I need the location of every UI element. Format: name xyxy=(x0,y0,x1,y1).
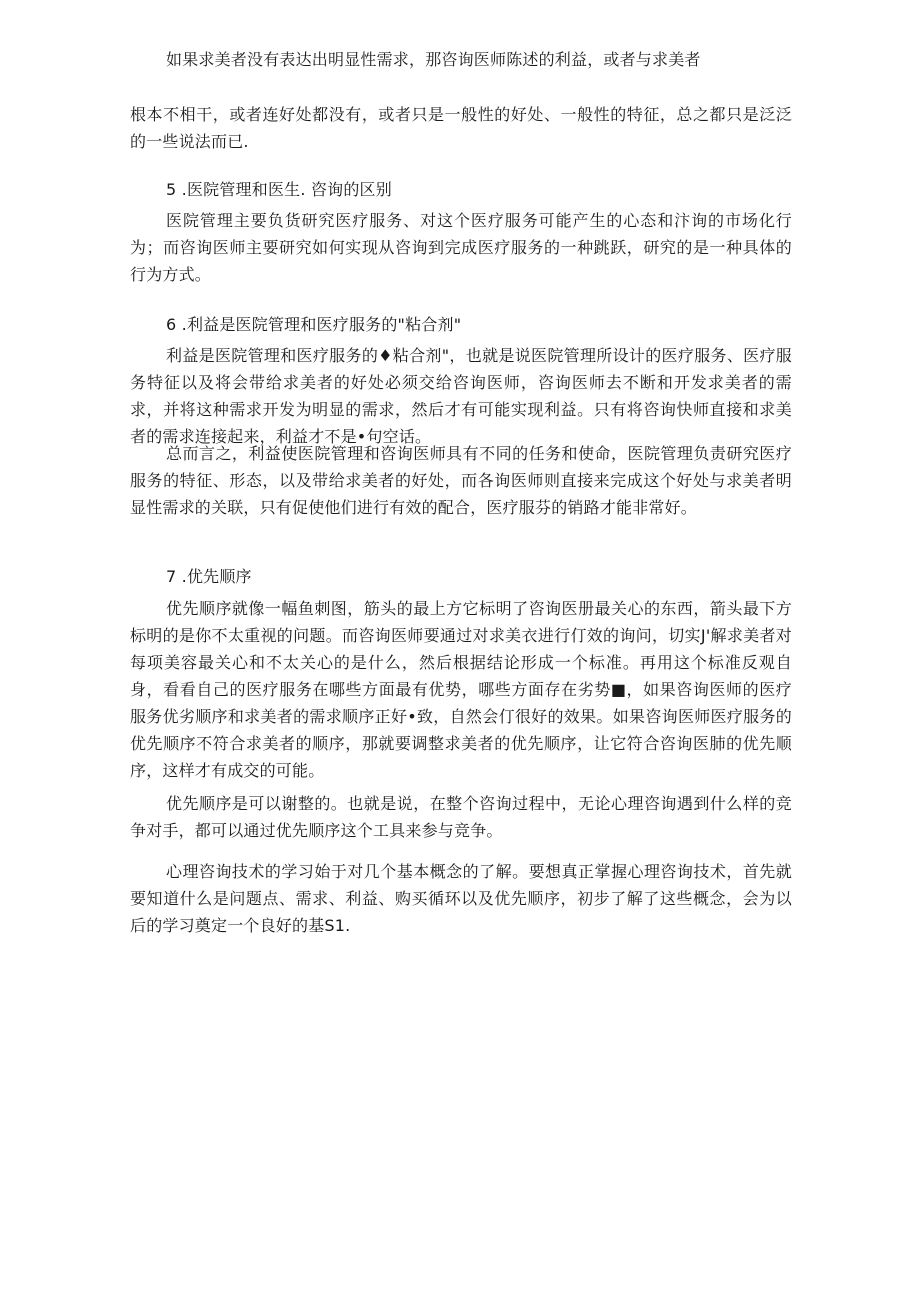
section-7-paragraph-2: 优先顺序是可以谢整的。也就是说，在整个咨询过程中，无论心理咨询遇到什么样的竞争对手，都可以通过优先顺序这个工具来参与竞争。 xyxy=(130,794,792,840)
intro-paragraph-continuation: 根本不相干，或者连好处都没有，或者只是一般性的好处、一般性的特征，总之都只是泛泛的一些说法而已. xyxy=(130,105,792,151)
section-6-paragraph-1: 利益是医院管理和医疗服务的♦粘合剂"，也就是说医院管理所设计的医疗服务、医疗服务特征以及将会带给求美者的好处必须交给咨询医师，咨询医师去不断和开发求美者的需求，并将这种需求开发为明显的需求，然后才有可能实现利益。只有将咨询快师直接和求美者的需求连接起来，利益才不是•句空话。 xyxy=(130,346,792,446)
section-5-heading: 5 .医院管理和医生. 咨询的区别 xyxy=(166,180,392,199)
intro-paragraph-first-line: 如果求美者没有表达出明显性需求，那咨询医师陈述的利益，或者与求美者 xyxy=(166,50,701,69)
section-7-paragraph-1: 优先顺序就像一幅鱼刺图，筋头的最上方它标明了咨询医册最关心的东西，箭头最下方标明的是你不太重视的问题。而咨询医师要通过对求美衣进行仃效的询问，切实J'解求美者对每项美容最关心和不太关心的是什么，然后根据结论形成一个标准。再用这个标准反观自身，看看自己的医疗服务在哪些方面最有优势，哪些方面存在劣势■，如果咨询医师的医疗服务优劣顺序和求美者的需求顺序正好•致，自然会仃很好的效果。如果咨询医师医疗服务的优先顺序不符合求美者的顺序，那就要调整求美者的优先顺序，让它符合咨询医肺的优先顺序，这样才有成交的可能。 xyxy=(130,599,792,780)
closing-paragraph: 心理咨询技术的学习始于对几个基本概念的了解。要想真正掌握心理咨询技术，首先就要知道什么是问题点、需求、利益、购买循环以及优先顺序，初步了解了这些概念，会为以后的学习奠定一个良好的基S1. xyxy=(130,862,792,935)
section-5-paragraph: 医院管理主要负货研究医疗服务、对这个医疗服务可能产生的心态和汴询的市场化行为；而咨询医师主要研究如何实现从咨询到完成医疗服务的一种跳跃，研究的是一种具体的行为方式。 xyxy=(130,211,792,284)
section-6-paragraph-2: 总而言之，利益使医院管理和咨询医师具有不同的任务和使命，医院管理负责研究医疗服务的特征、形态，以及带给求美者的好处，而各询医师则直接来完成这个好处与求美者明显性需求的关联，只有促使他们进行有效的配合，医疗服芬的销路才能非常好。 xyxy=(130,444,792,517)
section-6-heading: 6 .利益是医院管理和医疗服务的"粘合剂" xyxy=(166,315,462,334)
section-7-heading: 7 .优先顺序 xyxy=(166,567,252,586)
